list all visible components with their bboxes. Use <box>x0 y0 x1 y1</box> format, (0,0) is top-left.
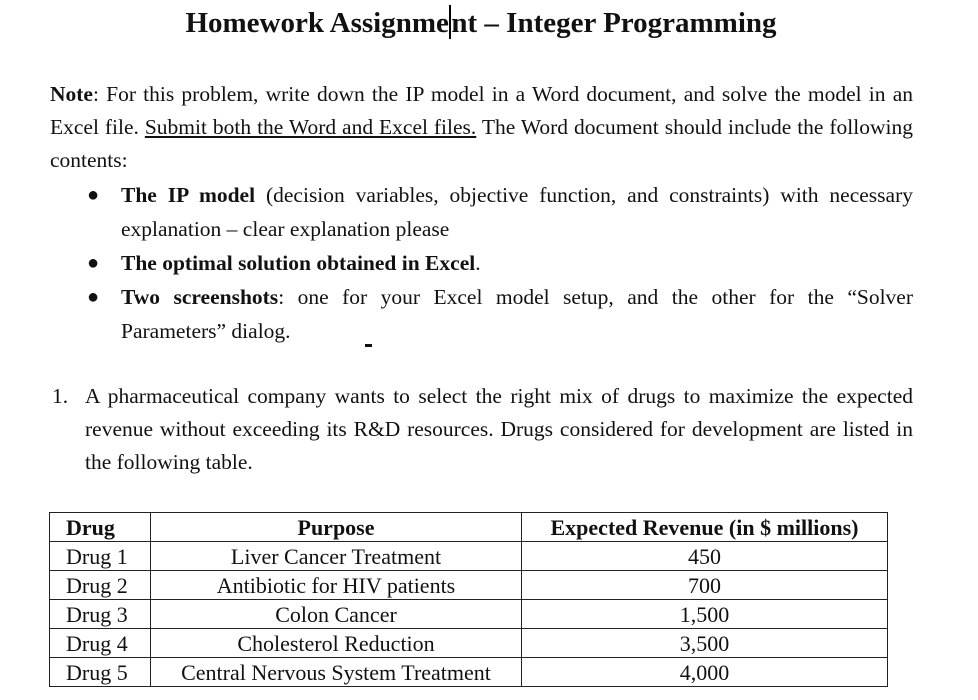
cell-drug: Drug 5 <box>50 658 151 687</box>
header-drug: Drug <box>50 513 151 542</box>
list-item-bold: The optimal solution obtained in Excel <box>121 251 476 275</box>
list-item-text: . <box>475 251 481 275</box>
cell-purpose: Colon Cancer <box>151 600 522 629</box>
problem-number: 1. <box>52 384 69 408</box>
cell-drug: Drug 1 <box>50 542 151 571</box>
table-row <box>50 542 888 571</box>
list-item-bold: The IP model <box>121 183 256 207</box>
header-revenue: Expected Revenue (in $ millions) <box>522 513 888 542</box>
cell-revenue: 450 <box>522 542 888 571</box>
note-text-b: The Word document should include the following contents: <box>50 115 913 172</box>
cell-drug: Drug 3 <box>50 600 151 629</box>
cell-drug: Drug 4 <box>50 629 151 658</box>
cell-revenue: 1,500 <box>522 600 888 629</box>
bullet-icon: ● <box>87 184 100 206</box>
note-label: Note <box>50 82 93 106</box>
stray-dash-mark <box>365 344 372 347</box>
table-row <box>50 600 888 629</box>
list-item <box>80 246 913 280</box>
cell-drug: Drug 2 <box>50 571 151 600</box>
note-paragraph <box>50 78 913 177</box>
problem-statement <box>52 380 913 479</box>
header-purpose: Purpose <box>151 513 522 542</box>
table-row <box>50 571 888 600</box>
drug-table <box>49 512 888 687</box>
cell-revenue: 700 <box>522 571 888 600</box>
cell-purpose: Antibiotic for HIV patients <box>151 571 522 600</box>
list-item <box>80 280 913 348</box>
bullet-icon: ● <box>87 286 100 308</box>
page-title <box>0 4 962 42</box>
title-part-2: nt – Integer Programming <box>451 7 777 39</box>
list-item-text: (decision variables, objective function, and constraints) with necessary explanation – clear explanation please <box>121 183 913 241</box>
list-item <box>80 178 913 246</box>
cell-purpose: Central Nervous System Treatment <box>151 658 522 687</box>
list-item-bold: Two screenshots <box>121 285 279 309</box>
table-row <box>50 629 888 658</box>
table-header-row <box>50 513 888 542</box>
cell-revenue: 4,000 <box>522 658 888 687</box>
list-item-text: : one for your Excel model setup, and the other for the “Solver Parameters” dialog. <box>121 285 913 343</box>
table-row <box>50 658 888 687</box>
note-colon: : <box>92 82 99 106</box>
submit-instruction: Submit both the Word and Excel files. <box>144 115 477 139</box>
problem-text: A pharmaceutical company wants to select the right mix of drugs to maximize the expected revenue without exceeding its R&D resources. Drugs considered for development are listed in the following table. <box>85 384 913 474</box>
cell-purpose: Cholesterol Reduction <box>151 629 522 658</box>
cell-revenue: 3,500 <box>522 629 888 658</box>
note-text-a: For this problem, write down the IP model in a Word document, and solve the model in an Excel file. <box>50 82 913 139</box>
title-part-1: Homework Assignme <box>185 7 449 39</box>
contents-list <box>80 178 913 348</box>
bullet-icon: ● <box>87 252 100 274</box>
cell-purpose: Liver Cancer Treatment <box>151 542 522 571</box>
